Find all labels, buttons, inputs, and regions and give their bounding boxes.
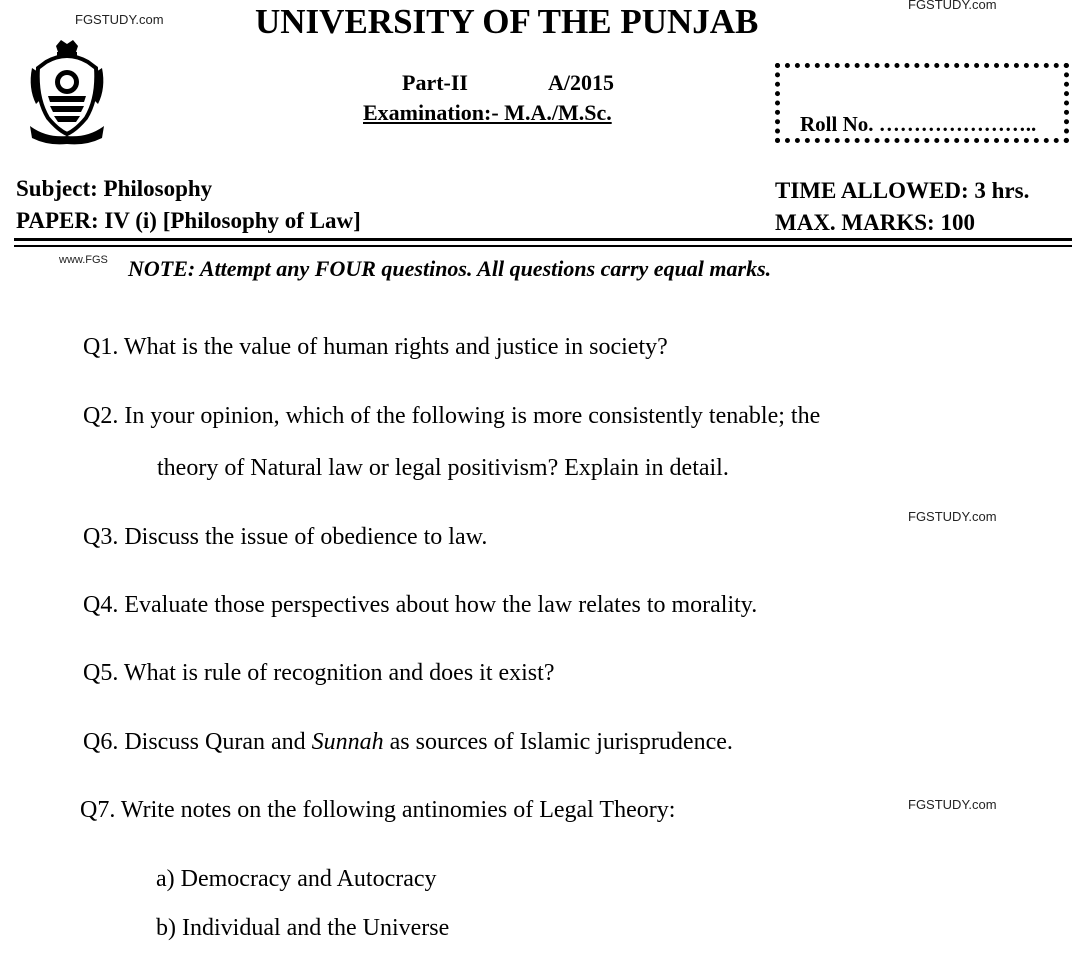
paper-label: PAPER: IV (i) [Philosophy of Law] bbox=[16, 208, 361, 233]
question-2 bbox=[83, 403, 820, 430]
sub-item-b bbox=[156, 915, 449, 942]
question-3 bbox=[83, 524, 487, 551]
question-number: Q5. bbox=[83, 660, 119, 686]
question-text: What is the value of human rights and justice in society? bbox=[123, 334, 668, 360]
examination-label: Examination:- M.A./M.Sc. bbox=[363, 100, 612, 125]
max-marks: MAX. MARKS: 100 bbox=[775, 210, 975, 235]
question-number: Q2. bbox=[83, 403, 119, 429]
question-text-before: Discuss Quran and bbox=[124, 729, 306, 755]
watermark-top-left: FGSTUDY.com bbox=[75, 12, 164, 27]
university-title: UNIVERSITY OF THE PUNJAB bbox=[255, 2, 759, 41]
question-text: What is rule of recognition and does it exist? bbox=[123, 660, 555, 686]
question-number: Q1. bbox=[83, 334, 119, 360]
header-divider-thin bbox=[14, 245, 1072, 247]
sub-item-label: b) bbox=[156, 915, 176, 941]
watermark-top-right: FGSTUDY.com bbox=[908, 0, 997, 12]
question-1 bbox=[83, 334, 668, 361]
university-crest-logo bbox=[26, 38, 108, 146]
question-4 bbox=[83, 592, 757, 619]
question-6 bbox=[83, 729, 733, 756]
question-number: Q4. bbox=[83, 592, 119, 618]
question-text: Discuss the issue of obedience to law. bbox=[124, 524, 488, 550]
watermark-mid-right: FGSTUDY.com bbox=[908, 509, 997, 524]
question-text-after: as sources of Islamic jurisprudence. bbox=[389, 729, 733, 755]
watermark-note-left: www.FGS bbox=[59, 254, 108, 266]
question-text: Evaluate those perspectives about how the law relates to morality. bbox=[124, 592, 758, 618]
instructions-note: NOTE: Attempt any FOUR questinos. All questions carry equal marks. bbox=[128, 256, 772, 281]
sub-item-text: Democracy and Autocracy bbox=[180, 866, 437, 892]
roll-number-box bbox=[775, 63, 1069, 143]
question-2-continuation: theory of Natural law or legal positivism? Explain in detail. bbox=[157, 455, 729, 481]
exam-part: Part-II bbox=[402, 70, 468, 95]
subject-label: Subject: Philosophy bbox=[16, 176, 213, 201]
question-text: Write notes on the following antinomies of Legal Theory: bbox=[120, 797, 676, 823]
sub-item-label: a) bbox=[156, 866, 175, 892]
question-number: Q7. bbox=[80, 797, 116, 823]
question-5 bbox=[83, 660, 554, 687]
watermark-low-right: FGSTUDY.com bbox=[908, 797, 997, 812]
time-allowed: TIME ALLOWED: 3 hrs. bbox=[775, 178, 1030, 203]
sub-item-text: Individual and the Universe bbox=[182, 915, 450, 941]
exam-session: A/2015 bbox=[548, 70, 614, 95]
sub-item-a bbox=[156, 866, 437, 893]
question-text-italic: Sunnah bbox=[311, 729, 384, 755]
question-7 bbox=[80, 797, 675, 824]
question-text: In your opinion, which of the following is more consistently tenable; the bbox=[124, 403, 821, 429]
roll-number-label: Roll No. ………………….. bbox=[800, 112, 1037, 136]
header-divider bbox=[14, 238, 1072, 241]
question-number: Q3. bbox=[83, 524, 119, 550]
question-number: Q6. bbox=[83, 729, 119, 755]
